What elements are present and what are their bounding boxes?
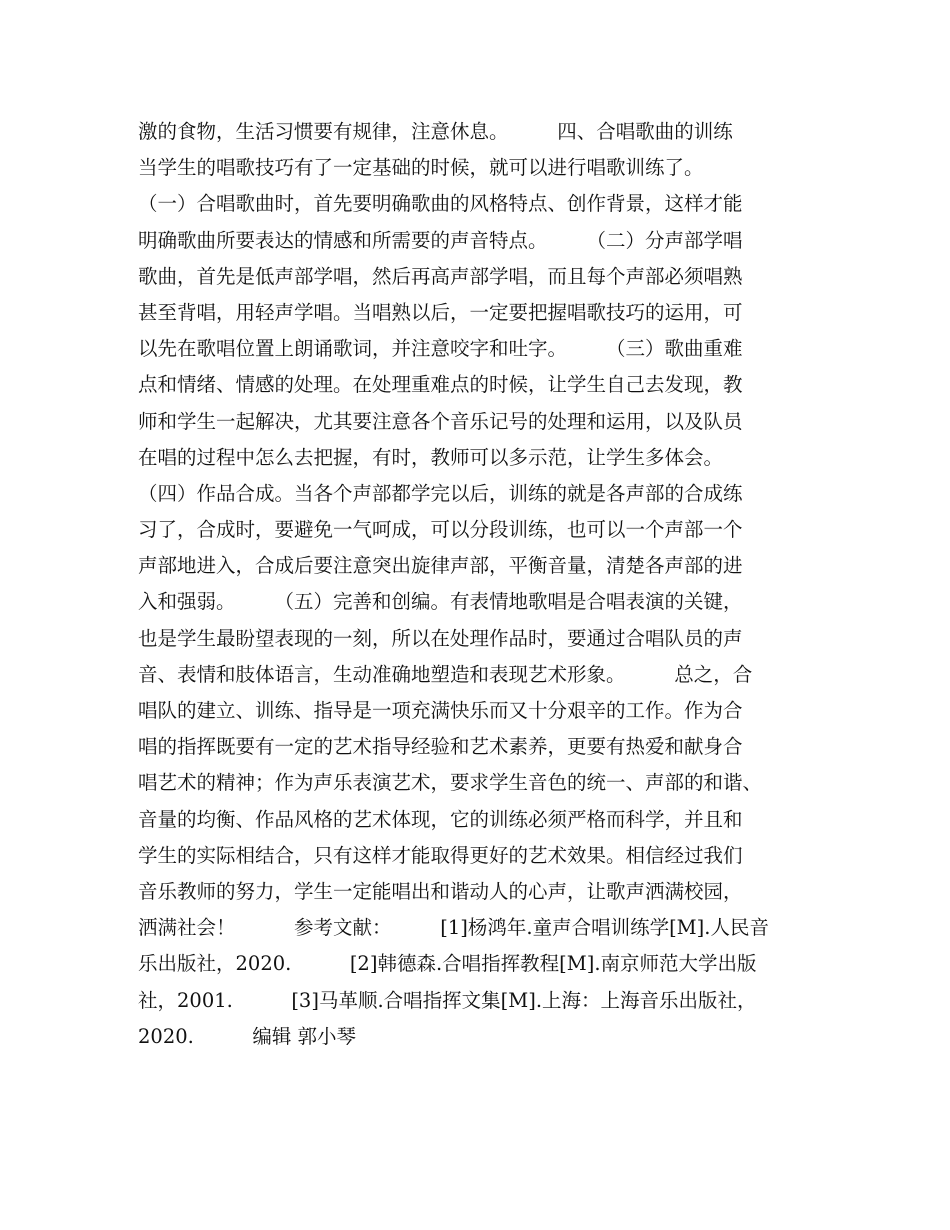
text-line: 学生的实际相结合，只有这样才能取得更好的艺术效果。相信经过我们 xyxy=(138,843,743,867)
text-line: 当学生的唱歌技巧有了一定基础的时候，就可以进行唱歌训练了。 xyxy=(138,156,704,180)
text-line: 洒满社会！ 参考文献： [1]杨鸿年.童声合唱训练学[M].人民音 xyxy=(138,916,769,940)
text-line: 唱队的建立、训练、指导是一项充满快乐而又十分艰辛的工作。作为合 xyxy=(138,699,743,722)
text-line: 甚至背唱，用轻声学唱。当唱熟以后，一定要把握唱歌技巧的运用，可 xyxy=(138,300,743,324)
text-line: 明确歌曲所要表达的情感和所需要的声音特点。 （二）分声部学唱 xyxy=(138,228,743,252)
text-line: 也是学生最盼望表现的一刻，所以在处理作品时，要通过合唱队员的声 xyxy=(138,626,743,650)
text-line: 入和强弱。 （五）完善和创编。有表情地歌唱是合唱表演的关键， xyxy=(138,590,743,614)
text-line: 音、表情和肢体语言，生动准确地塑造和表现艺术形象。 总之，合 xyxy=(138,662,753,686)
text-line: （四）作品合成。当各个声部都学完以后，训练的就是各声部的合成练 xyxy=(138,481,743,505)
text-line: 点和情绪、情感的处理。在处理重难点的时候，让学生自己去发现，教 xyxy=(138,373,743,397)
text-line: 社，2001. [3]马革顺.合唱指挥文集[M].上海：上海音乐出版社， xyxy=(138,988,757,1012)
text-line: 师和学生一起解决，尤其要注意各个音乐记号的处理和运用，以及队员 xyxy=(138,409,743,433)
text-line: 歌曲，首先是低声部学唱，然后再高声部学唱，而且每个声部必须唱熟 xyxy=(138,264,743,288)
text-line: 激的食物，生活习惯要有规律，注意休息。 四、合唱歌曲的训练 xyxy=(138,120,733,143)
text-line: 在唱的过程中怎么去把握，有时，教师可以多示范，让学生多体会。 xyxy=(138,445,724,469)
text-line: 以先在歌唱位置上朗诵歌词，并注意咬字和吐字。 （三）歌曲重难 xyxy=(138,337,743,361)
text-line: 唱艺术的精神；作为声乐表演艺术，要求学生音色的统一、声部的和谐、 xyxy=(138,771,763,795)
text-line: （一）合唱歌曲时，首先要明确歌曲的风格特点、创作背景，这样才能 xyxy=(138,192,743,216)
article-body xyxy=(138,114,828,1055)
text-line: 声部地进入，合成后要注意突出旋律声部，平衡音量，清楚各声部的进 xyxy=(138,554,743,578)
text-line: 音量的均衡、作品风格的艺术体现，它的训练必须严格而科学，并且和 xyxy=(138,807,743,831)
text-line: 习了，合成时，要避免一气呵成，可以分段训练，也可以一个声部一个 xyxy=(138,518,743,542)
text-line: 乐出版社，2020. [2]韩德森.合唱指挥教程[M].南京师范大学出版 xyxy=(138,952,757,976)
text-line: 音乐教师的努力，学生一定能唱出和谐动人的心声，让歌声洒满校园， xyxy=(138,879,743,903)
text-line: 唱的指挥既要有一定的艺术指导经验和艺术素养，更要有热爱和献身合 xyxy=(138,735,743,759)
text-line: 2020. 编辑 郭小琴 xyxy=(138,1024,357,1048)
